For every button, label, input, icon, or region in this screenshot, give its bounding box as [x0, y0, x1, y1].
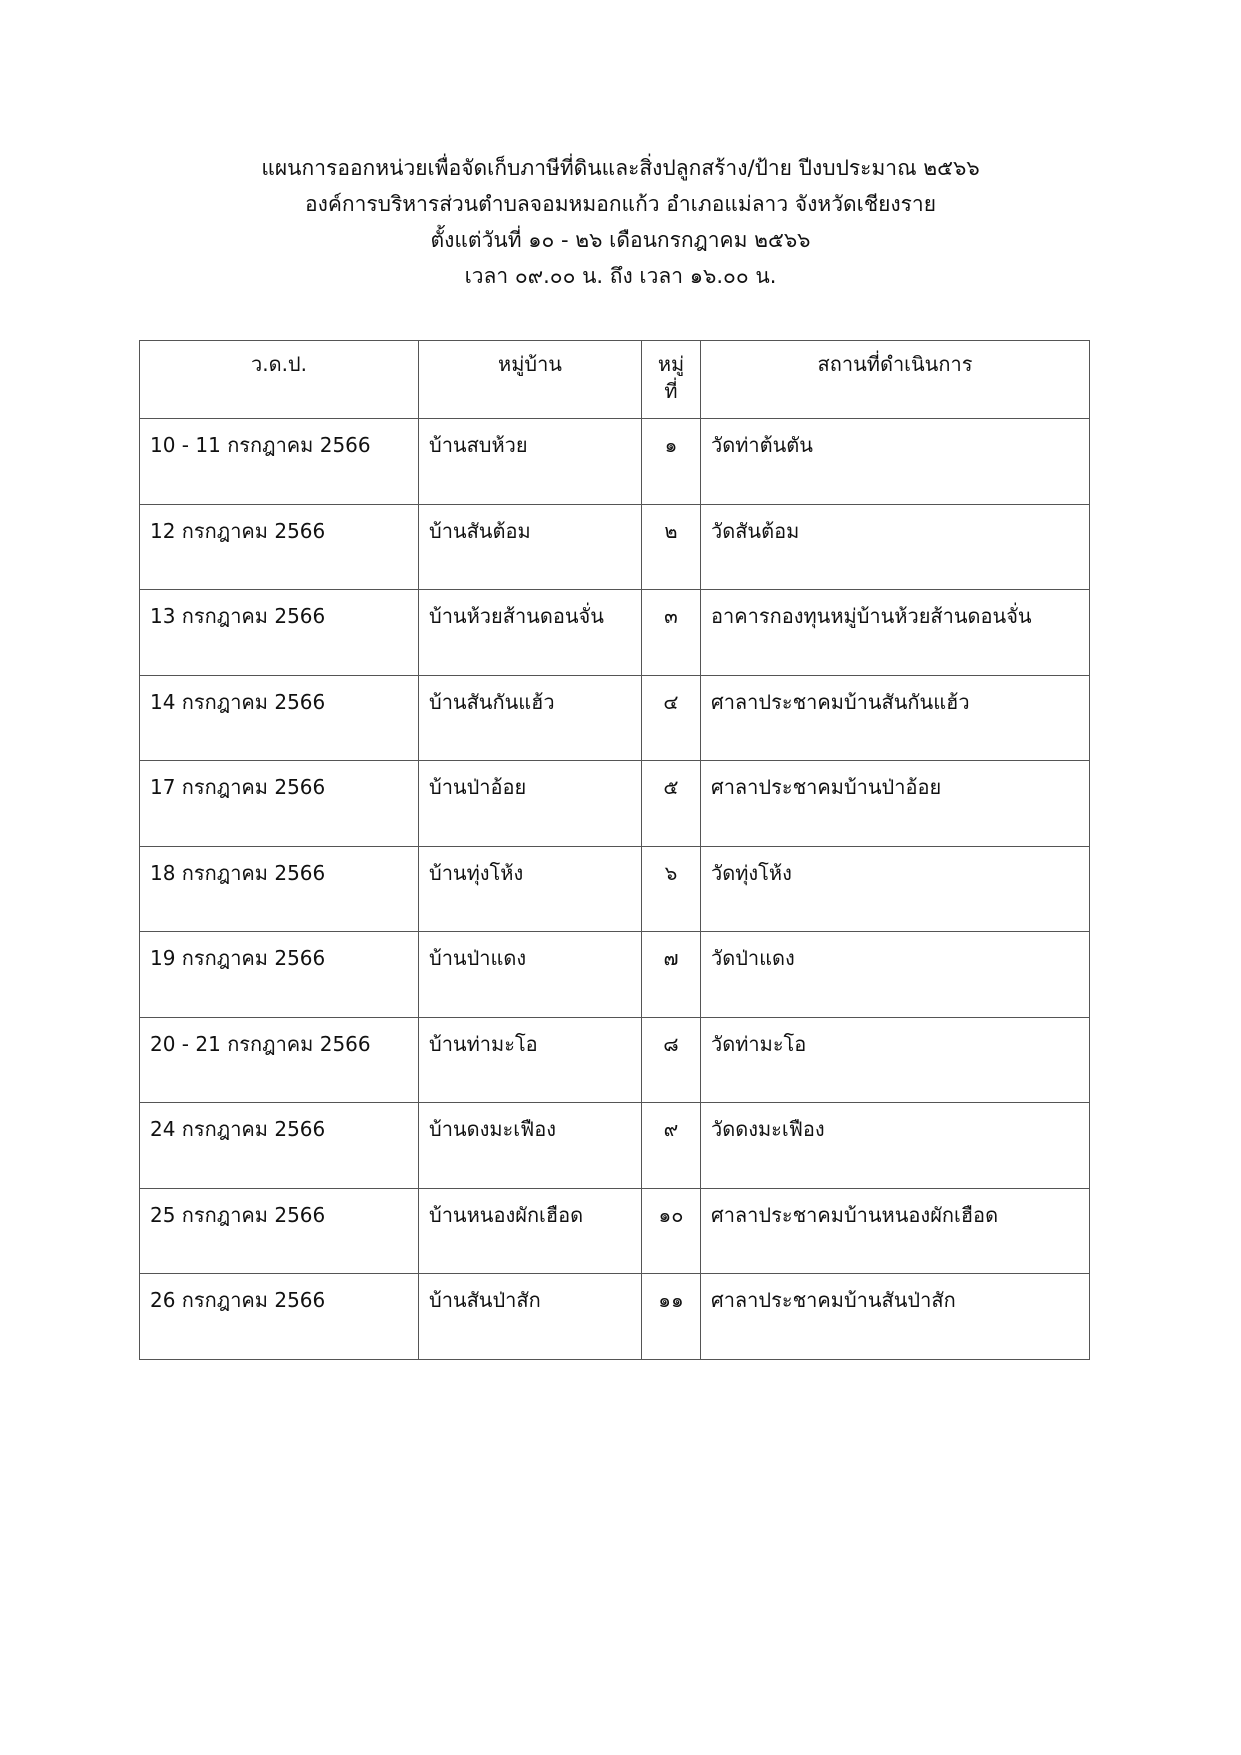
- location-cell: วัดท่ามะโอ: [701, 1017, 1090, 1103]
- village-cell: บ้านสันป่าสัก: [419, 1274, 642, 1360]
- table-row: [140, 675, 1090, 761]
- date-cell: 13 กรกฎาคม 2566: [140, 590, 419, 676]
- village-number-cell: ๗: [642, 932, 701, 1018]
- table-header-row: [140, 341, 1090, 419]
- date-cell: 19 กรกฎาคม 2566: [140, 932, 419, 1018]
- village-cell: บ้านห้วยส้านดอนจั่น: [419, 590, 642, 676]
- village-number-cell: ๓: [642, 590, 701, 676]
- village-number-cell: ๑: [642, 419, 701, 505]
- table-row: [140, 1017, 1090, 1103]
- table-row: [140, 932, 1090, 1018]
- village-number-cell: ๔: [642, 675, 701, 761]
- column-header-village: หมู่บ้าน: [419, 341, 642, 419]
- village-cell: บ้านดงมะเฟือง: [419, 1103, 642, 1189]
- table-row: [140, 504, 1090, 590]
- village-cell: บ้านหนองผักเฮือด: [419, 1188, 642, 1274]
- table-row: [140, 419, 1090, 505]
- date-cell: 12 กรกฎาคม 2566: [140, 504, 419, 590]
- column-header-location: สถานที่ดำเนินการ: [701, 341, 1090, 419]
- village-number-cell: ๑๐: [642, 1188, 701, 1274]
- village-number-cell: ๖: [642, 846, 701, 932]
- table-row: [140, 1274, 1090, 1360]
- date-cell: 20 - 21 กรกฎาคม 2566: [140, 1017, 419, 1103]
- date-cell: 25 กรกฎาคม 2566: [140, 1188, 419, 1274]
- date-cell: 18 กรกฎาคม 2566: [140, 846, 419, 932]
- location-cell: ศาลาประชาคมบ้านป่าอ้อย: [701, 761, 1090, 847]
- table-row: [140, 590, 1090, 676]
- schedule-table: [139, 340, 1090, 1360]
- title-line-organization: องค์การบริหารส่วนตำบลจอมหมอกแก้ว อำเภอแม่ลาว จังหวัดเชียงราย: [304, 192, 937, 216]
- village-number-cell: ๒: [642, 504, 701, 590]
- village-cell: บ้านสันต้อม: [419, 504, 642, 590]
- location-cell: ศาลาประชาคมบ้านสันกันแฮ้ว: [701, 675, 1090, 761]
- location-cell: ศาลาประชาคมบ้านสันป่าสัก: [701, 1274, 1090, 1360]
- column-header-village-number: หมู่ที่: [642, 341, 701, 419]
- village-cell: บ้านสบห้วย: [419, 419, 642, 505]
- table-row: [140, 1103, 1090, 1189]
- village-number-cell: ๑๑: [642, 1274, 701, 1360]
- date-cell: 10 - 11 กรกฎาคม 2566: [140, 419, 419, 505]
- document-header: [0, 150, 1241, 294]
- date-cell: 14 กรกฎาคม 2566: [140, 675, 419, 761]
- table-row: [140, 1188, 1090, 1274]
- village-cell: บ้านสันกันแฮ้ว: [419, 675, 642, 761]
- location-cell: วัดดงมะเฟือง: [701, 1103, 1090, 1189]
- date-cell: 24 กรกฎาคม 2566: [140, 1103, 419, 1189]
- location-cell: วัดสันต้อม: [701, 504, 1090, 590]
- village-number-cell: ๘: [642, 1017, 701, 1103]
- title-line-date-range: ตั้งแต่วันที่ ๑๐ - ๒๖ เดือนกรกฎาคม ๒๕๖๖: [430, 228, 811, 252]
- location-cell: อาคารกองทุนหมู่บ้านห้วยส้านดอนจั่น: [701, 590, 1090, 676]
- village-cell: บ้านท่ามะโอ: [419, 1017, 642, 1103]
- village-cell: บ้านป่าแดง: [419, 932, 642, 1018]
- location-cell: วัดป่าแดง: [701, 932, 1090, 1018]
- column-header-date: ว.ด.ป.: [140, 341, 419, 419]
- village-number-cell: ๕: [642, 761, 701, 847]
- title-line-plan: แผนการออกหน่วยเพื่อจัดเก็บภาษีที่ดินและสิ่งปลูกสร้าง/ป้าย ปีงบประมาณ ๒๕๖๖: [261, 156, 980, 180]
- title-line-time: เวลา ๐๙.๐๐ น. ถึง เวลา ๑๖.๐๐ น.: [464, 264, 777, 288]
- table-row: [140, 846, 1090, 932]
- village-cell: บ้านป่าอ้อย: [419, 761, 642, 847]
- date-cell: 26 กรกฎาคม 2566: [140, 1274, 419, 1360]
- village-number-cell: ๙: [642, 1103, 701, 1189]
- location-cell: ศาลาประชาคมบ้านหนองผักเฮือด: [701, 1188, 1090, 1274]
- village-cell: บ้านทุ่งโห้ง: [419, 846, 642, 932]
- date-cell: 17 กรกฎาคม 2566: [140, 761, 419, 847]
- location-cell: วัดท่าต้นตัน: [701, 419, 1090, 505]
- location-cell: วัดทุ่งโห้ง: [701, 846, 1090, 932]
- table-row: [140, 761, 1090, 847]
